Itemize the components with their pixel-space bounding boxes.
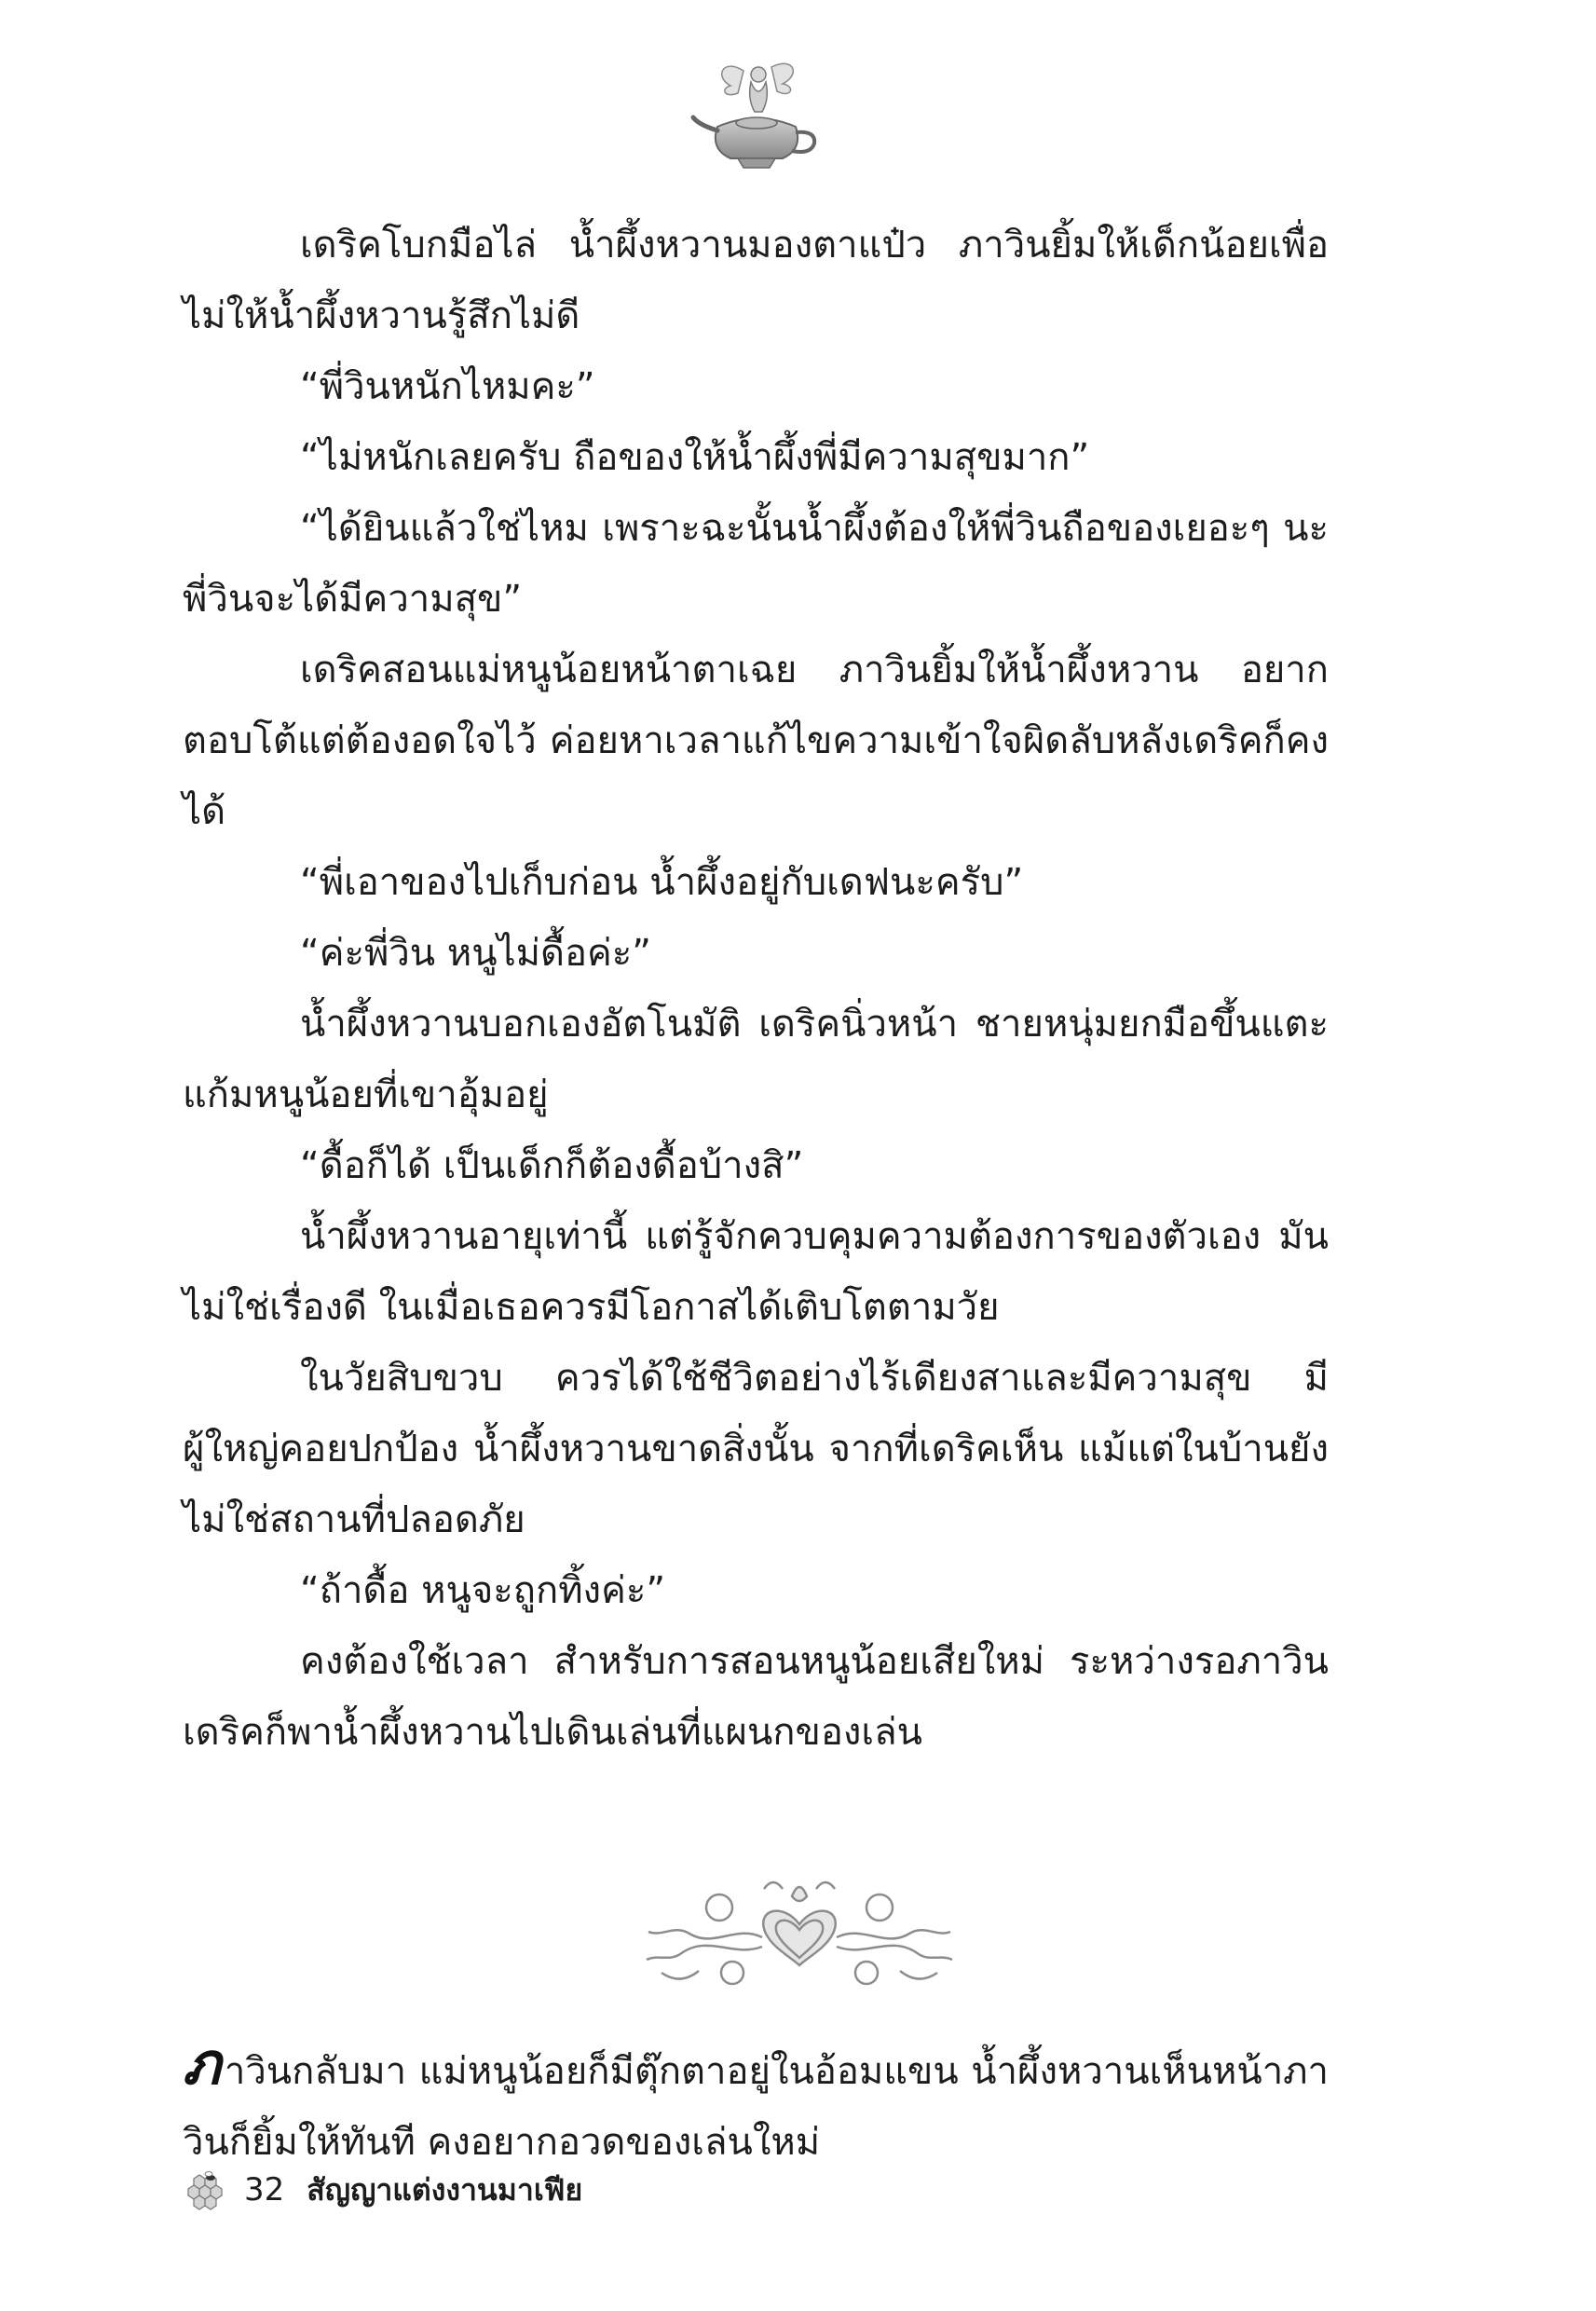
dialogue-line: “พี่วินหนักไหมคะ”: [300, 365, 595, 408]
paragraph: คงต้องใช้เวลา สำหรับการสอนหนูน้อยเสียใหม่ ระหว่างรอภาวิน เดริคก็พาน้ำผึ้งหวานไปเดินเล่นที่แผนกของเล่น: [183, 1640, 1329, 1754]
paragraph: เดริคโบกมือไล่ น้ำผึ้งหวานมองตาแป๋ว ภาวินยิ้มให้เด็กน้อยเพื่อไม่ให้น้ำผึ้งหวานรู้สึกไม่ดี: [183, 224, 1329, 337]
dialogue-line: “พี่เอาของไปเก็บก่อน น้ำผึ้งอยู่กับเดฟนะครับ”: [300, 861, 1024, 904]
paragraph: “ได้ยินแล้วใช่ไหม เพราะฉะนั้นน้ำผึ้งต้องให้พี่วินถือของเยอะๆ นะ พี่วินจะได้มีความสุข”: [183, 507, 1329, 621]
paragraph: น้ำผึ้งหวานบอกเองอัตโนมัติ เดริคนิ่วหน้า ชายหนุ่มยกมือขึ้นแตะแก้มหนูน้อยที่เขาอุ้มอยู่: [183, 1003, 1329, 1116]
story-body: [183, 210, 1329, 1768]
drop-cap: ภ: [183, 2030, 221, 2098]
dialogue-line: “ถ้าดื้อ หนูจะถูกทิ้งค่ะ”: [300, 1569, 666, 1612]
section-two: [183, 2030, 1329, 2178]
dialogue-line: “ไม่หนักเลยครับ ถือของให้น้ำผึ้งพี่มีความสุขมาก”: [300, 436, 1090, 479]
heart-flourish-divider: [643, 1868, 956, 1999]
book-title: สัญญาแต่งงานมาเฟีย: [307, 2171, 583, 2208]
page-number: 32: [244, 2171, 285, 2208]
paragraph-text: าวินกลับมา แม่หนูน้อยก็มีตุ๊กตาอยู่ในอ้อมแขน น้ำผึ้งหวานเห็นหน้าภาวินก็ยิ้มให้ทันที คงอยากอวดของเล่นใหม่: [183, 2050, 1329, 2164]
paragraph: ในวัยสิบขวบ ควรได้ใช้ชีวิตอย่างไร้เดียงสาและมีความสุข มีผู้ใหญ่คอยปกป้อง น้ำผึ้งหวานขาดสิ่งนั้น จากที่เดริคเห็น แม้แต่ในบ้านยังไม่ใช่สถานที่ปลอดภัย: [183, 1357, 1329, 1541]
dialogue-line: “ดื้อก็ได้ เป็นเด็กก็ต้องดื้อบ้างสิ”: [300, 1144, 804, 1187]
paragraph-with-dropcap: [183, 2030, 1329, 2178]
paragraph: น้ำผึ้งหวานอายุเท่านี้ แต่รู้จักควบคุมความต้องการของตัวเอง มันไม่ใช่เรื่องดี ในเมื่อเธอควรมีโอกาสได้เติบโตตามวัย: [183, 1215, 1329, 1329]
angel-teapot-ornament: [686, 54, 827, 175]
page-footer: [183, 2162, 582, 2218]
honeycomb-bee-icon: [183, 2169, 224, 2210]
paragraph: เดริคสอนแม่หนูน้อยหน้าตาเฉย ภาวินยิ้มให้น้ำผึ้งหวาน อยากตอบโต้แต่ต้องอดใจไว้ ค่อยหาเวลาแก้ไขความเข้าใจผิดลับหลังเดริคก็คงได้: [183, 649, 1329, 833]
dialogue-line: “ค่ะพี่วิน หนูไม่ดื้อค่ะ”: [300, 932, 652, 975]
